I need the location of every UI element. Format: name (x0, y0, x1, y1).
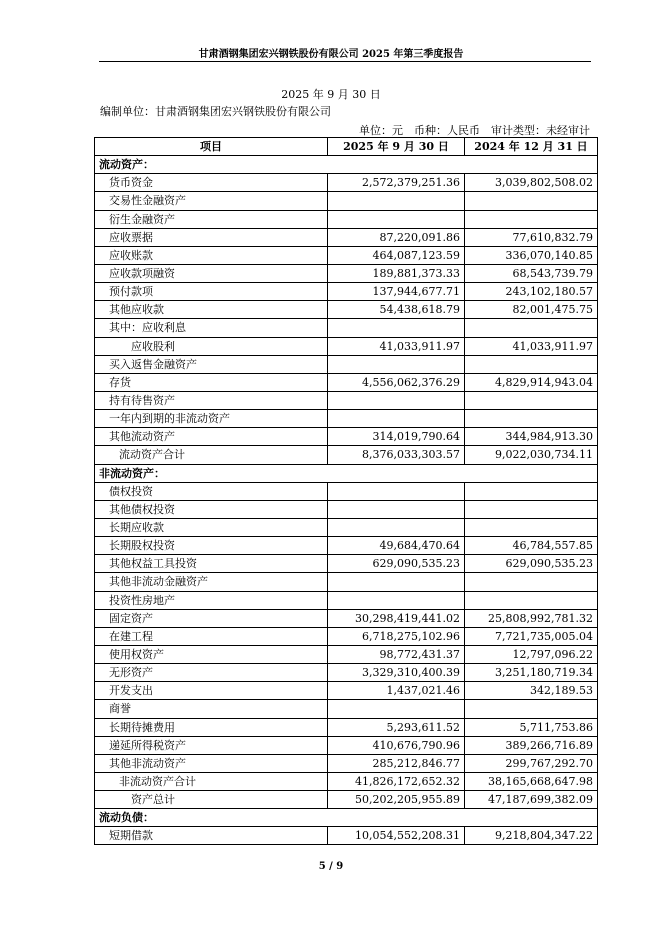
table-row (95, 246, 598, 264)
value-current-period: 314,019,790.64 (328, 428, 465, 446)
row-label: 长期应收款 (95, 518, 328, 536)
report-header-title: 甘肃酒钢集团宏兴钢铁股份有限公司 2025 年第三季度报告 (198, 49, 464, 60)
section-label: 非流动资产： (95, 464, 598, 482)
value-prior-period: 342,189.53 (465, 682, 598, 700)
value-current-period (328, 355, 465, 373)
row-label: 债权投资 (95, 482, 328, 500)
table-row (95, 373, 598, 391)
value-current-period: 464,087,123.59 (328, 246, 465, 264)
page-number: 5 / 9 (318, 861, 344, 872)
row-label: 一年内到期的非流动资产 (95, 410, 328, 428)
value-prior-period: 389,266,716.89 (465, 736, 598, 754)
section-label: 流动负债： (95, 809, 598, 827)
table-row (95, 736, 598, 754)
value-prior-period: 41,033,911.97 (465, 337, 598, 355)
value-current-period (328, 482, 465, 500)
table-row (95, 555, 598, 573)
table-row (95, 264, 598, 282)
value-prior-period (465, 355, 598, 373)
row-label: 存货 (95, 373, 328, 391)
value-prior-period: 4,829,914,943.04 (465, 373, 598, 391)
row-label: 非流动资产合计 (95, 772, 328, 790)
table-row (95, 301, 598, 319)
row-label: 其他权益工具投资 (95, 555, 328, 573)
table-row (95, 337, 598, 355)
row-label: 其他债权投资 (95, 500, 328, 518)
value-prior-period: 47,187,699,382.09 (465, 791, 598, 809)
value-prior-period (465, 518, 598, 536)
value-current-period (328, 319, 465, 337)
value-current-period (328, 573, 465, 591)
row-label: 应收款项融资 (95, 264, 328, 282)
value-current-period: 8,376,033,303.57 (328, 446, 465, 464)
value-current-period: 10,054,552,208.31 (328, 827, 465, 845)
table-body (95, 156, 598, 845)
value-current-period (328, 500, 465, 518)
table-row (95, 682, 598, 700)
value-prior-period: 3,039,802,508.02 (465, 174, 598, 192)
value-current-period: 4,556,062,376.29 (328, 373, 465, 391)
table-row (95, 772, 598, 790)
value-prior-period (465, 591, 598, 609)
table-header-row (95, 138, 598, 156)
value-prior-period: 12,797,096.22 (465, 645, 598, 663)
row-label: 预付款项 (95, 283, 328, 301)
row-label: 固定资产 (95, 609, 328, 627)
value-prior-period: 38,165,668,647.98 (465, 772, 598, 790)
row-label: 其他非流动资产 (95, 754, 328, 772)
row-label: 交易性金融资产 (95, 192, 328, 210)
balance-sheet-table (94, 137, 598, 845)
value-current-period: 30,298,419,441.02 (328, 609, 465, 627)
value-current-period (328, 192, 465, 210)
table-row (95, 700, 598, 718)
row-label: 其他流动资产 (95, 428, 328, 446)
value-prior-period (465, 210, 598, 228)
value-prior-period (465, 500, 598, 518)
row-label: 在建工程 (95, 627, 328, 645)
value-current-period: 87,220,091.86 (328, 228, 465, 246)
table-row (95, 192, 598, 210)
column-header-current: 2025 年 9 月 30 日 (328, 138, 465, 156)
row-label: 递延所得税资产 (95, 736, 328, 754)
row-label: 货币资金 (95, 174, 328, 192)
value-prior-period (465, 391, 598, 409)
table-row (95, 174, 598, 192)
row-label: 买入返售金融资产 (95, 355, 328, 373)
value-current-period (328, 210, 465, 228)
value-current-period: 5,293,611.52 (328, 718, 465, 736)
row-label: 商誉 (95, 700, 328, 718)
section-label: 流动资产： (95, 156, 598, 174)
value-prior-period: 336,070,140.85 (465, 246, 598, 264)
value-prior-period (465, 700, 598, 718)
table-row (95, 627, 598, 645)
table-row (95, 210, 598, 228)
row-label: 衍生金融资产 (95, 210, 328, 228)
value-current-period: 1,437,021.46 (328, 682, 465, 700)
column-header-item: 项目 (95, 138, 328, 156)
value-current-period (328, 391, 465, 409)
section-header-row (95, 809, 598, 827)
row-label: 应收票据 (95, 228, 328, 246)
value-prior-period (465, 192, 598, 210)
table-row (95, 228, 598, 246)
value-current-period: 285,212,846.77 (328, 754, 465, 772)
value-current-period (328, 410, 465, 428)
value-current-period: 49,684,470.64 (328, 537, 465, 555)
row-label: 长期股权投资 (95, 537, 328, 555)
value-prior-period: 9,218,804,347.22 (465, 827, 598, 845)
value-current-period: 6,718,275,102.96 (328, 627, 465, 645)
table-row (95, 446, 598, 464)
row-label: 流动资产合计 (95, 446, 328, 464)
table-row (95, 500, 598, 518)
report-date: 2025 年 9 月 30 日 (281, 88, 381, 101)
value-current-period: 410,676,790.96 (328, 736, 465, 754)
table-row (95, 791, 598, 809)
value-current-period: 3,329,310,400.39 (328, 664, 465, 682)
row-label: 使用权资产 (95, 645, 328, 663)
table-row (95, 591, 598, 609)
units-line: 单位：元 币种：人民币 审计类型：未经审计 (359, 124, 590, 137)
value-current-period: 41,033,911.97 (328, 337, 465, 355)
value-current-period (328, 518, 465, 536)
value-prior-period: 68,543,739.79 (465, 264, 598, 282)
table-row (95, 754, 598, 772)
row-label: 开发支出 (95, 682, 328, 700)
table-row (95, 355, 598, 373)
row-label: 其他应收款 (95, 301, 328, 319)
table-row (95, 319, 598, 337)
value-current-period: 50,202,205,955.89 (328, 791, 465, 809)
value-prior-period: 82,001,475.75 (465, 301, 598, 319)
value-prior-period (465, 573, 598, 591)
table-row (95, 827, 598, 845)
value-current-period: 137,944,677.71 (328, 283, 465, 301)
value-prior-period: 3,251,180,719.34 (465, 664, 598, 682)
table-row (95, 518, 598, 536)
table-row (95, 718, 598, 736)
row-label: 其他非流动金融资产 (95, 573, 328, 591)
header-divider (99, 61, 591, 62)
value-current-period: 629,090,535.23 (328, 555, 465, 573)
value-prior-period: 9,022,030,734.11 (465, 446, 598, 464)
row-label: 应收账款 (95, 246, 328, 264)
table-row (95, 573, 598, 591)
value-current-period: 41,826,172,652.32 (328, 772, 465, 790)
value-prior-period (465, 410, 598, 428)
value-prior-period (465, 482, 598, 500)
value-prior-period: 77,610,832.79 (465, 228, 598, 246)
row-label: 持有待售资产 (95, 391, 328, 409)
value-prior-period: 344,984,913.30 (465, 428, 598, 446)
value-prior-period: 7,721,735,005.04 (465, 627, 598, 645)
value-prior-period: 25,808,992,781.32 (465, 609, 598, 627)
table-row (95, 482, 598, 500)
row-label: 投资性房地产 (95, 591, 328, 609)
value-current-period: 98,772,431.37 (328, 645, 465, 663)
table-row (95, 537, 598, 555)
column-header-prior: 2024 年 12 月 31 日 (465, 138, 598, 156)
value-current-period: 2,572,379,251.36 (328, 174, 465, 192)
value-prior-period: 243,102,180.57 (465, 283, 598, 301)
table-row (95, 428, 598, 446)
table-row (95, 391, 598, 409)
row-label: 资产总计 (95, 791, 328, 809)
value-prior-period (465, 319, 598, 337)
value-current-period (328, 591, 465, 609)
row-label: 应收股利 (95, 337, 328, 355)
value-current-period: 54,438,618.79 (328, 301, 465, 319)
value-current-period (328, 700, 465, 718)
compiling-entity: 编制单位：甘肃酒钢集团宏兴钢铁股份有限公司 (100, 105, 331, 118)
value-current-period: 189,881,373.33 (328, 264, 465, 282)
row-label: 长期待摊费用 (95, 718, 328, 736)
value-prior-period: 46,784,557.85 (465, 537, 598, 555)
value-prior-period: 299,767,292.70 (465, 754, 598, 772)
value-prior-period: 629,090,535.23 (465, 555, 598, 573)
section-header-row (95, 156, 598, 174)
table-row (95, 283, 598, 301)
row-label: 其中：应收利息 (95, 319, 328, 337)
table-row (95, 645, 598, 663)
table-row (95, 664, 598, 682)
table-row (95, 410, 598, 428)
row-label: 无形资产 (95, 664, 328, 682)
value-prior-period: 5,711,753.86 (465, 718, 598, 736)
table-row (95, 609, 598, 627)
row-label: 短期借款 (95, 827, 328, 845)
section-header-row (95, 464, 598, 482)
